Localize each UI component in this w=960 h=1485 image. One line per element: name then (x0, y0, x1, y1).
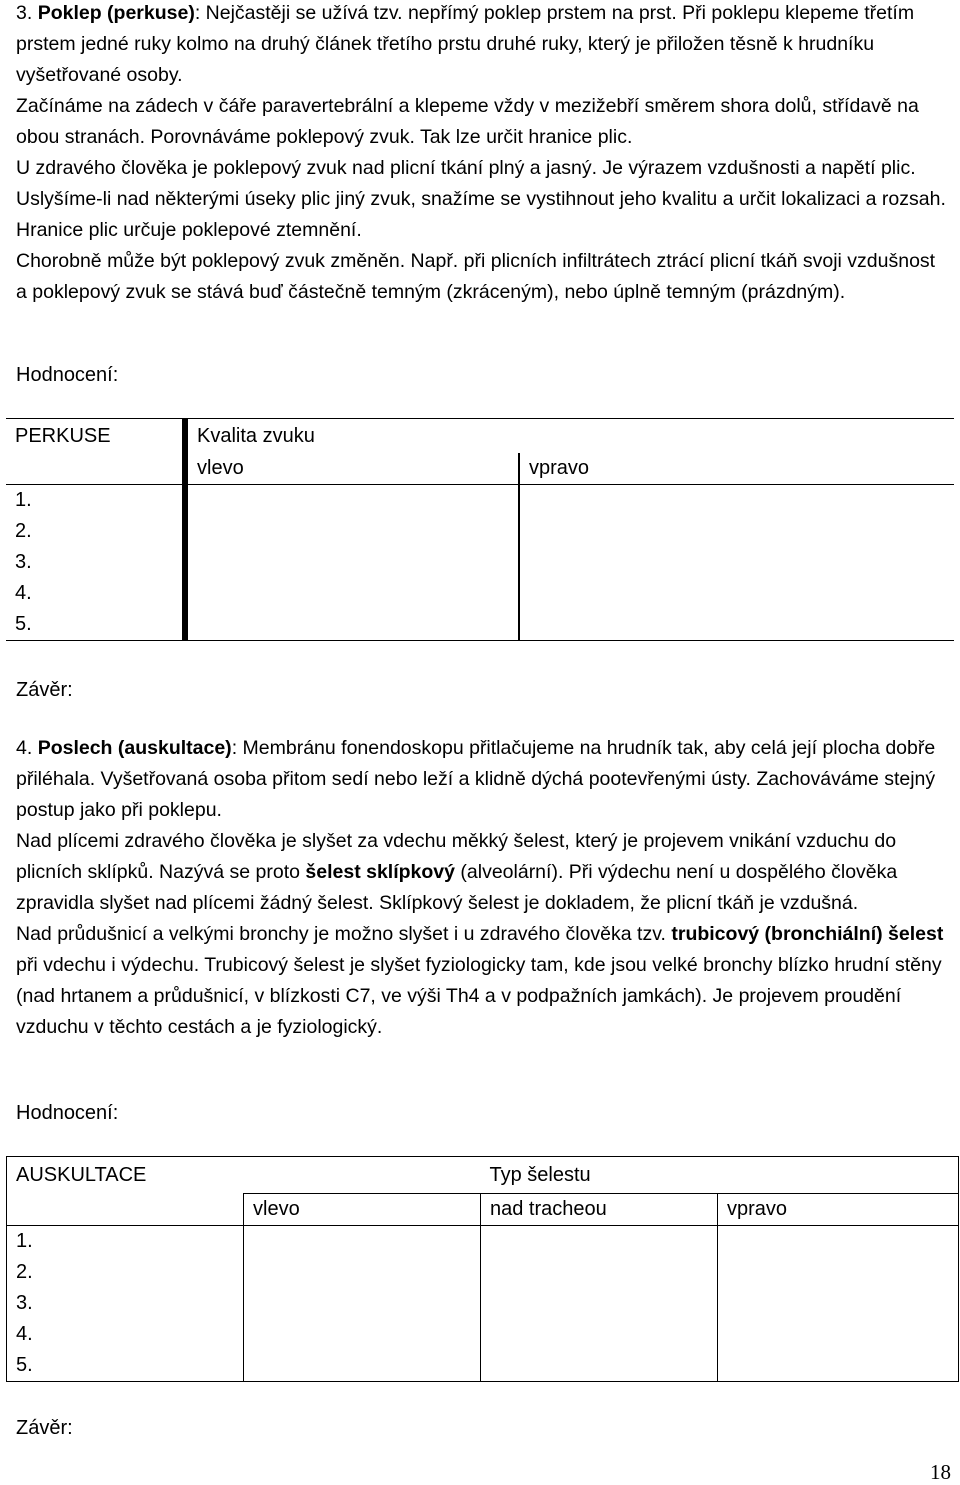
table-row: 1. (7, 1226, 959, 1258)
percussion-left-header: vlevo (188, 453, 518, 485)
auscultation-trachea-header: nad tracheou (481, 1194, 718, 1226)
sound-quality-header: Kvalita zvuku (188, 419, 954, 454)
auscultation-table (6, 1156, 959, 1382)
evaluation-heading-1: Hodnocení: (16, 364, 119, 386)
table-row: 3. (6, 547, 954, 578)
percussion-table (6, 418, 954, 641)
percussion-right-header: vpravo (520, 453, 954, 485)
evaluation-heading-2: Hodnocení: (16, 1102, 119, 1124)
section-4-intro: 4. Poslech (auskultace): Membránu fonendoskopu přitlačujeme na hrudník tak, aby celá její plocha dobře přiléhala. Vyšetřovaná osoba přitom sedí nebo leží a klidně dýchá pootevřenými ústy. Zachováváme stejný postup jako při poklepu. (16, 737, 936, 821)
table-row: 1. (6, 485, 954, 517)
table-row: 5. (7, 1350, 959, 1382)
section-4-paragraph-2: Nad plícemi zdravého člověka je slyšet za vdechu měkký šelest, který je projevem vnikání vzduchu do plicních sklípků. Nazývá se proto šelest sklípkový (alveolární). Při výdechu není u dospělého člověka zpravidla slyšet nad plícemi žádný šelest. Sklípkový šelest je dokladem, že plicní tkáň je vzdušná. (16, 830, 898, 914)
percussion-col-header: PERKUSE (6, 419, 182, 454)
section-3-paragraph-2: Začínáme na zádech v čáře paravertebrální a klepeme vždy v mezižebří směrem shora dolů, střídavě na obou stranách. Porovnáváme poklepový zvuk. Tak lze určit hranice plic. (16, 95, 919, 148)
conclusion-1: Závěr: (16, 679, 73, 701)
table-row: 5. (6, 609, 954, 641)
page-number: 18 (930, 1460, 951, 1484)
section-4-paragraph-3: Nad průdušnicí a velkými bronchy je možno slyšet i u zdravého člověka tzv. trubicový (bronchiální) šelest při vdechu i výdechu. Trubicový šelest je slyšet fyziologicky tam, kde jsou velké bronchy blízko hrudní stěny (nad hrtanem a průdušnicí, v blízkosti C7, ve výši Th4 a v podpažních jamkách). Je projevem proudění vzduchu v těchto cestách a je fyziologický. (16, 923, 944, 1038)
auscultation-right-header: vpravo (718, 1194, 959, 1226)
section-3-text (16, 0, 948, 308)
section-4-text (16, 733, 948, 1043)
section-3-title: Poklep (perkuse) (37, 2, 195, 24)
table-row: 4. (7, 1319, 959, 1350)
table-row: 2. (6, 516, 954, 547)
auscultation-left-header: vlevo (244, 1194, 481, 1226)
section-3-intro: 3. Poklep (perkuse): Nejčastěji se užívá tzv. nepřímý poklep prstem na prst. Při poklepu klepeme třetím prstem jedné ruky kolmo na druhý článek třetího prstu druhé ruky, který je přiložen těsně k hrudníku vyšetřované osoby. (16, 2, 915, 86)
conclusion-2: Závěr: (16, 1417, 73, 1439)
section-3-paragraph-3: U zdravého člověka je poklepový zvuk nad plicní tkání plný a jasný. Je výrazem vzdušnosti a napětí plic. Uslyšíme-li nad některými úseky plic jiný zvuk, snažíme se vystihnout jeho kvalitu a určit lokalizaci a rozsah. Hranice plic určuje poklepové ztemnění. (16, 157, 946, 241)
section-4-title: Poslech (auskultace) (37, 737, 232, 759)
auscultation-col-header: AUSKULTACE (7, 1157, 244, 1194)
table-row: 3. (7, 1288, 959, 1319)
table-row: 2. (7, 1257, 959, 1288)
murmur-type-header: Typ šelestu (481, 1157, 718, 1194)
section-3-paragraph-4: Chorobně může být poklepový zvuk změněn. Např. při plicních infiltrátech ztrácí plicní tkáň svoji vzdušnost a poklepový zvuk se stává buď částečně temným (zkráceným), nebo úplně temným (prázdným). (16, 250, 936, 303)
table-row: 4. (6, 578, 954, 609)
